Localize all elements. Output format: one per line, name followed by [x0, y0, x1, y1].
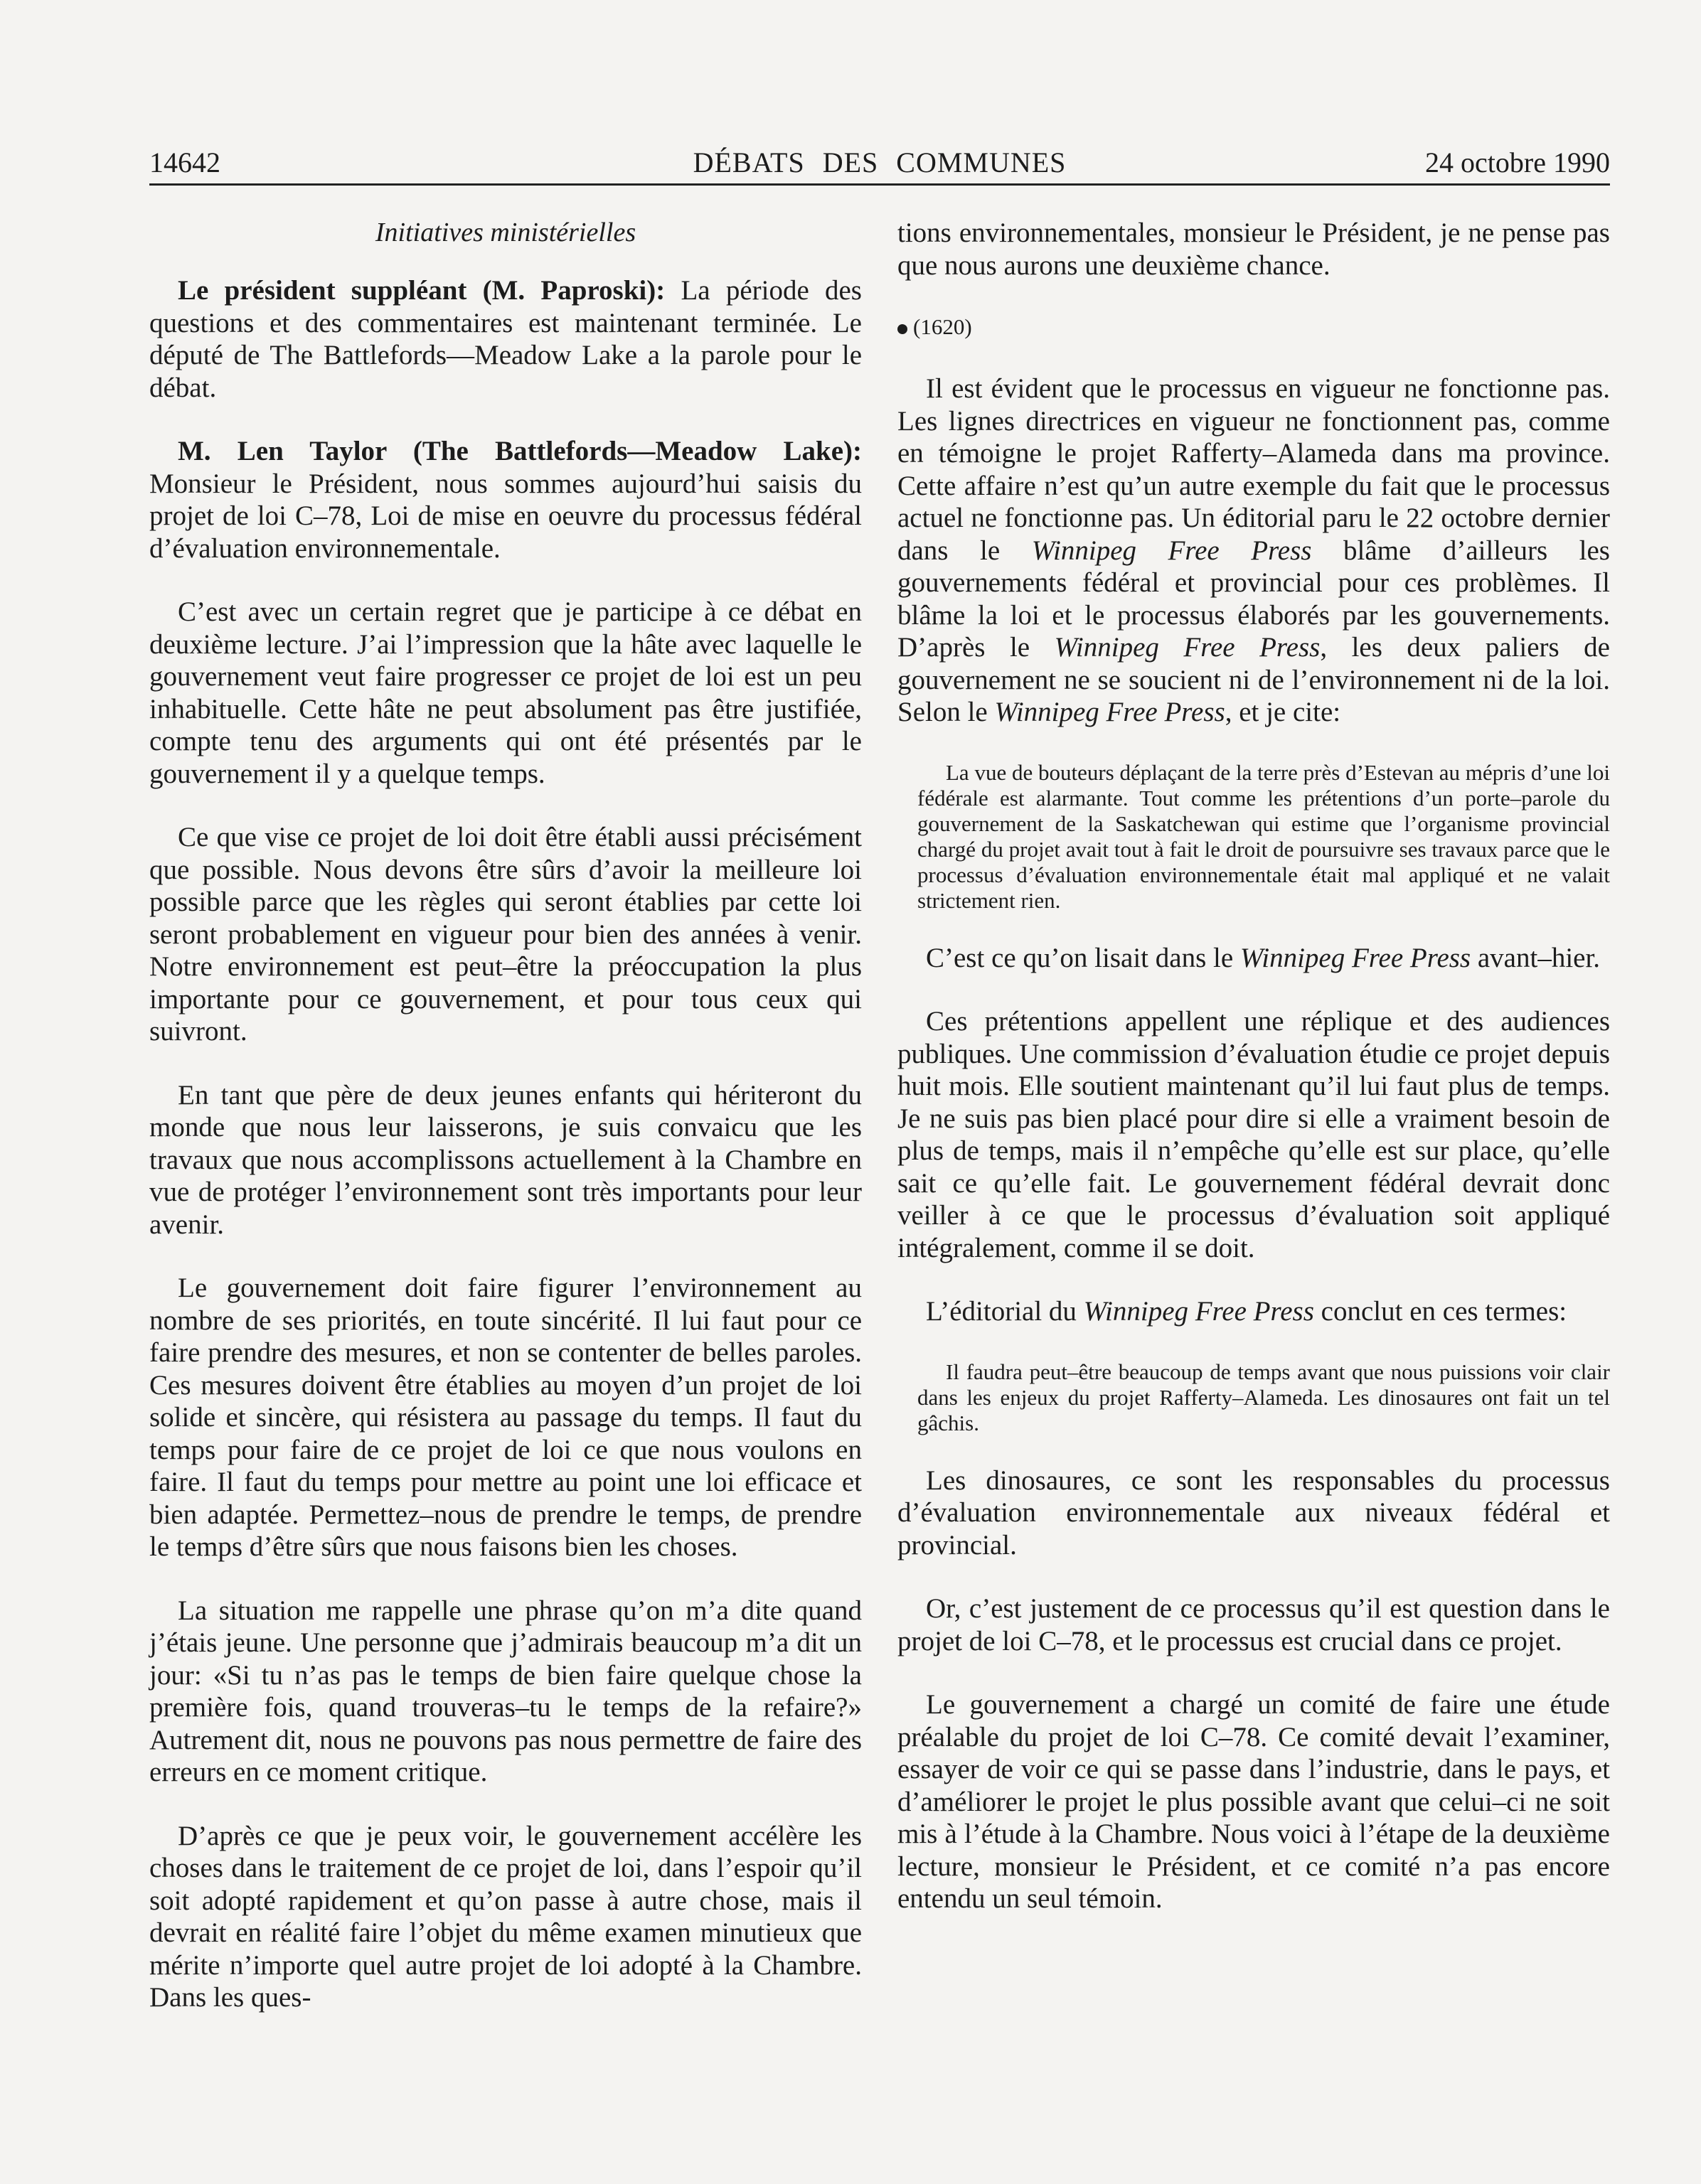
paragraph: [149, 435, 862, 564]
journal-title: DÉBATS DES COMMUNES: [693, 146, 1067, 178]
paragraph: [149, 274, 862, 404]
paragraph: D’après ce que je peux voir, le gouvernement accélère les choses dans le traitement de ce projet de loi, dans l’espoir qu’il soit adopté rapidement et qu’on passe à autre chose, mais il devrait en réalité faire l’objet du même examen minutieux que mérite n’importe quel autre projet de loi adopté à la Chambre. Dans les ques-: [149, 1820, 862, 2013]
paragraph-continued: tions environnementales, monsieur le Président, je ne pense pas que nous aurons une deuxième chance.: [897, 218, 1610, 281]
paragraph: Les dinosaures, ce sont les responsables du processus d’évaluation environnementale aux niveaux fédéral et provincial.: [897, 1465, 1610, 1561]
speech-text: La période des questions et des commentaires est maintenant terminée. Le député de The Battlefords—Meadow Lake a la parole pour le débat.: [149, 275, 862, 403]
paragraph: Or, c’est justement de ce processus qu’il est question dans le projet de loi C–78, et le processus est crucial dans ce projet.: [897, 1593, 1610, 1656]
paragraph: L’éditorial du Winnipeg Free Press conclut en ces termes:: [926, 1296, 1567, 1327]
block-quote: La vue de bouteurs déplaçant de la terre près d’Estevan au mépris d’une loi fédérale est alarmante. Tout comme les prétentions d’un porte–parole du gouvernement de la Saskatchewan qui estime que l’organisme provincial chargé du projet avait tout à fait le droit de poursuivre ses travaux parce que le processus d’évaluation environnementale était mal appliqué et ne valait strictement rien.: [917, 759, 1610, 913]
header-date: 24 octobre 1990: [1425, 146, 1610, 178]
block-quote: Il faudra peut–être beaucoup de temps avant que nous puissions voir clair dans les enjeux du projet Rafferty–Alameda. Les dinosaures ont fait un tel gâchis.: [917, 1359, 1610, 1435]
paragraph: Ce que vise ce projet de loi doit être établi aussi précisément que possible. Nous devons être sûrs d’avoir la meilleure loi possible parce que les règles qui seront établies par cette loi seront probablement en vigueur pour bien des années à venir. Notre environnement est peut–être la préoccupation la plus importante pour ce gouvernement, et pour tous ceux qui suivront.: [149, 822, 862, 1046]
time-stamp-text: (1620): [913, 314, 972, 339]
newspaper-name: Winnipeg Free Press: [1239, 942, 1471, 973]
paragraph: Le gouvernement a chargé un comité de faire une étude préalable du projet de loi C–78. Ce comité devait l’examiner, essayer de voir ce qui se passe dans l’industrie, dans le pays, et d’améliorer le projet le plus possible avant que celui–ci ne soit mis à l’étude à la Chambre. Nous voici à l’étape de la deuxième lecture, monsieur le Président, et ce comité n’a pas encore entendu un seul témoin.: [897, 1689, 1610, 1914]
page-number: 14642: [149, 146, 220, 178]
right-column: [897, 217, 1610, 1947]
paragraph: Le gouvernement doit faire figurer l’environnement au nombre de ses priorités, en toute sincérité. Il lui faut pour ce faire prendre des mesures, et non se contenter de belles paroles. Ces mesures doivent être établies au moyen d’un projet de loi solide et sincère, qui résistera au passage du temps. Il faut du temps pour faire de ce projet de loi ce que nous voulons en faire. Il faut du temps pour mettre au point une loi efficace et bien adaptée. Permettez–nous de prendre le temps, de prendre le temps d’être sûrs que nous faisons bien les choses.: [149, 1273, 862, 1562]
speaker-name: M. Len Taylor (The Battlefords—Meadow Lake):: [178, 436, 862, 466]
bullet-icon: [897, 324, 907, 334]
section-title: Initiatives ministérielles: [375, 218, 636, 247]
speaker-name: Le président suppléant (M. Paproski):: [178, 275, 666, 306]
newspaper-name: Winnipeg Free Press: [1083, 1296, 1314, 1327]
paragraph: C’est avec un certain regret que je participe à ce débat en deuxième lecture. J’ai l’impression que la hâte avec laquelle le gouvernement veut faire progresser ce projet de loi est un peu inhabituelle. Cette hâte ne peut absolument pas être justifiée, compte tenu des arguments qui ont été présentés par le gouvernement il y a quelque temps.: [149, 596, 862, 789]
newspaper-name: Winnipeg Free Press: [1031, 535, 1312, 566]
newspaper-name: Winnipeg Free Press: [1054, 632, 1321, 663]
newspaper-name: Winnipeg Free Press: [994, 697, 1225, 727]
speech-text: Monsieur le Président, nous sommes aujourd’hui saisis du projet de loi C–78, Loi de mise en oeuvre du processus fédéral d’évaluation environnementale.: [149, 468, 862, 564]
paragraph: En tant que père de deux jeunes enfants qui hériteront du monde que nous leur laisserons, je suis convaicu que les travaux que nous accomplissons actuellement à la Chambre en vue de protéger l’environnement sont très importants pour leur avenir.: [149, 1079, 862, 1240]
left-column: [149, 217, 862, 2045]
time-stamp: [897, 313, 1610, 341]
paragraph: C’est ce qu’on lisait dans le Winnipeg Free Press avant–hier.: [926, 942, 1601, 973]
header-rule: [149, 183, 1610, 186]
page-header: [149, 142, 1610, 183]
paragraph: La situation me rappelle une phrase qu’on m’a dite quand j’étais jeune. Une personne que j’admirais beaucoup m’a dit un jour: «Si tu n’as pas le temps de bien faire quelque chose la première fois, quand trouveras–tu le temps de la refaire?» Autrement dit, nous ne pouvons pas nous permettre de faire des erreurs en ce moment critique.: [149, 1595, 862, 1787]
paragraph: Il est évident que le processus en vigueur ne fonctionne pas. Les lignes directrices en vigueur ne fonctionnent pas, comme en témoigne le projet Rafferty–Alameda dans ma province. Cette affaire n’est qu’un autre exemple du fait que le processus actuel ne fonctionne pas. Un éditorial paru le 22 octobre dernier dans le Winnipeg Free Press blâme d’ailleurs les gouvernements fédéral et provincial pour ces problèmes. Il blâme la loi et le processus élaborés par les gouvernements. D’après le Winnipeg Free Press, les deux paliers de gouvernement ne se soucient ni de l’environnement ni de la loi. Selon le Winnipeg Free Press, et je cite:: [897, 373, 1610, 727]
paragraph: Ces prétentions appellent une réplique et des audiences publiques. Une commission d’évaluation étudie ce projet depuis huit mois. Elle soutient maintenant qu’il lui faut plus de temps. Je ne suis pas bien placé pour dire si elle a vraiment besoin de plus de temps, mais il n’empêche qu’elle est sur place, qu’elle sait ce qu’elle fait. Le gouvernement fédéral devrait donc veiller à ce que le processus d’évaluation soit appliqué intégralement, comme il se doit.: [897, 1006, 1610, 1263]
